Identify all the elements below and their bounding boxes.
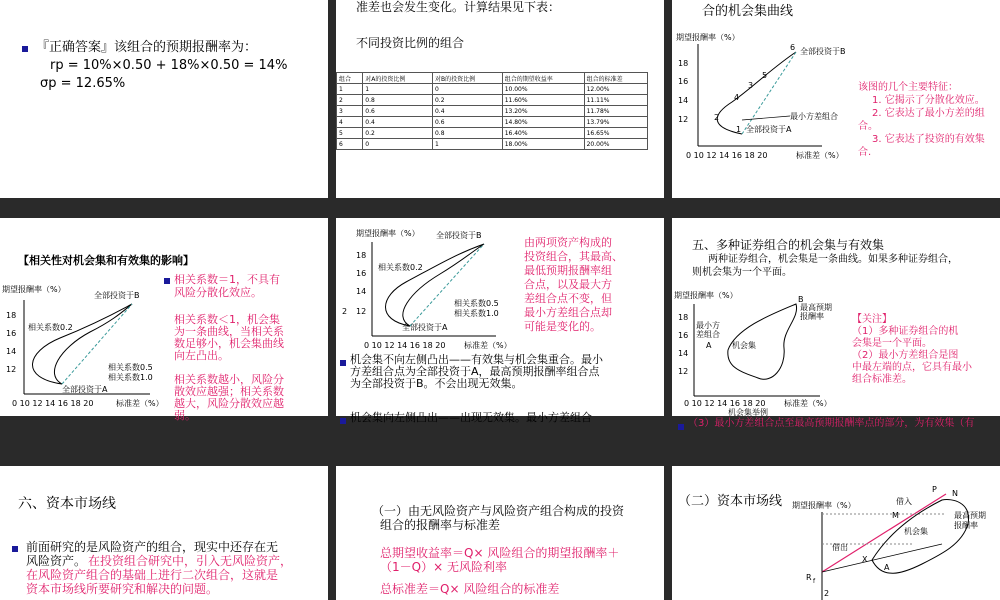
bullet-text: 机会集向左侧凸出——出现无效集。最小方差组合 — [350, 411, 592, 424]
paragraph-highlight: 在风险资产组合的基础上进行二次组合，这就是 — [26, 568, 279, 582]
table-cell: 11.60% — [502, 95, 584, 106]
slide-riskfree-combination[interactable] — [336, 466, 664, 600]
label-borrow: 借入 — [896, 497, 912, 506]
formula-return: 总期望收益率＝Q× 风险组合的期望报酬率＋ — [380, 546, 620, 560]
label-corr-05: 相关系数0.5 — [454, 299, 499, 308]
label-n: N — [952, 489, 958, 498]
note-corr-2: 相关系数＜1，机会集 — [174, 313, 280, 326]
note-line: 投资组合，其最高、 — [524, 250, 623, 263]
feature-2-cont: 合。 — [858, 121, 878, 132]
label-highest: 最高预期 — [800, 303, 832, 312]
table-cell: 0.6 — [432, 117, 502, 128]
table-header: 组合的期望收益率 — [502, 73, 584, 84]
label-all-b: 全部投资于B — [94, 291, 140, 300]
bullet-icon — [12, 546, 18, 552]
table-cell: 0.2 — [432, 95, 502, 106]
feature-3: 3. 它表达了投资的有效集 — [872, 134, 985, 145]
note-corr-3-cont: 弱。 — [174, 409, 196, 422]
x-tick-labels: 0 10 12 14 16 18 20 — [684, 399, 766, 408]
point-label: 3 — [748, 81, 754, 90]
bullet-text: 为全部投资于B。不会出现无效集。 — [350, 377, 523, 390]
table-cell: 4 — [337, 117, 363, 128]
table-cell: 6 — [337, 139, 363, 150]
note-corr-2-cont: 向左凸出。 — [174, 349, 229, 362]
label-all-b: 全部投资于B — [800, 47, 846, 56]
note-corr-1: 相关系数＝1，不具有 — [174, 273, 280, 286]
y-tick-label: 14 — [6, 347, 17, 356]
bullet-icon — [164, 278, 170, 284]
table-cell: 14.80% — [502, 117, 584, 128]
features-title: 该图的几个主要特征： — [858, 82, 958, 93]
note-line: 差组合点不变，但 — [524, 292, 612, 305]
feature-3-cont: 合. — [858, 147, 872, 158]
focus-text: 会集是一个平面。 — [852, 338, 932, 349]
note-corr-1-cont: 风险分散化效应。 — [174, 286, 262, 299]
focus-text: 组合标准差。 — [852, 374, 912, 385]
slide-heading: 合的机会集曲线 — [702, 4, 794, 19]
note-line: 合点，以及最大方 — [524, 278, 612, 291]
table-cell: 11.11% — [584, 95, 647, 106]
label-min-variance: 差组合 — [696, 330, 720, 339]
sigma-formula: σp = 12.65% — [40, 76, 126, 91]
focus-text: （1）多种证券组合的机 — [852, 326, 959, 337]
label-rf: R — [806, 573, 812, 582]
note-corr-2-cont: 数足够小，机会集曲线 — [174, 337, 284, 350]
point-label: 6 — [790, 43, 796, 52]
label-rf-subscript: f — [813, 578, 816, 585]
slide-portfolio-table[interactable] — [336, 0, 664, 198]
label-opportunity-set: 机会集 — [904, 527, 928, 536]
slide-capital-market-line[interactable] — [672, 466, 1000, 600]
y-tick-label: 16 — [678, 331, 689, 340]
y-axis-label: 期望报酬率（%） — [674, 291, 738, 300]
slide-correlation-effect[interactable] — [0, 218, 328, 422]
feature-1: 1. 它揭示了分散化效应。 — [872, 95, 985, 106]
y-tick-label: 16 — [6, 329, 17, 338]
table-cell: 10.00% — [502, 84, 584, 95]
label-highest: 最高预期 — [954, 511, 986, 520]
table-row — [337, 95, 648, 106]
y-tick-label: 12 — [6, 365, 17, 374]
table-cell: 18.00% — [502, 139, 584, 150]
note-corr-3-cont: 越大，风险分散效应越 — [174, 397, 284, 410]
table-cell: 5 — [337, 128, 363, 139]
table-row — [337, 128, 648, 139]
label-opportunity-set: 机会集 — [732, 341, 756, 350]
y-tick-label: 14 — [356, 287, 367, 296]
x-axis-label: 标准差（%） — [116, 399, 164, 408]
bullet-icon — [340, 418, 346, 424]
label-corr-10: 相关系数1.0 — [108, 373, 153, 382]
label-m: M — [892, 511, 899, 520]
table-header: 组合的标准差 — [584, 73, 647, 84]
slide-heading: 六、资本市场线 — [18, 496, 116, 512]
y-tick-label: 14 — [678, 349, 689, 358]
feature-2: 2. 它表达了最小方差的组 — [872, 108, 985, 119]
y-axis-label: 期望报酬率（%） — [792, 501, 856, 510]
table-header-row — [337, 73, 648, 84]
bullet-icon — [22, 46, 28, 52]
paragraph-text: 前面研究的是风险资产的组合，现实中还存在无 — [26, 540, 279, 554]
table-cell: 0.8 — [432, 128, 502, 139]
x-axis-label: 标准差（%） — [464, 341, 512, 350]
label-all-a: 全部投资于A — [62, 385, 108, 394]
rp-formula: rp = 10%×0.50 + 18%×0.50 = 14% — [50, 58, 288, 73]
y-tick-label: 14 — [678, 96, 689, 105]
label-p: P — [932, 485, 937, 494]
label-corr-02: 相关系数0.2 — [28, 323, 73, 332]
table-cell: 13.79% — [584, 117, 647, 128]
bullet-text: 机会集不向左侧凸出——有效集与机会集重合。最小 — [350, 353, 603, 366]
subtitle-text: 两种证券组合，机会集是一条曲线。如果多种证券组合， — [708, 254, 958, 265]
slide-portfolio-return[interactable] — [0, 0, 328, 198]
label-corr-05: 相关系数0.5 — [108, 363, 153, 372]
table-cell: 16.65% — [584, 128, 647, 139]
y-tick-label: 18 — [678, 313, 689, 322]
note-line: 最小方差组合点却 — [524, 306, 612, 319]
chart-caption: 机会集举例 — [728, 408, 768, 417]
point-label: 5 — [762, 71, 768, 80]
table-cell: 1 — [337, 84, 363, 95]
label-highest: 报酬率 — [954, 521, 978, 530]
bullet-text: （3）最小方差组合点至最高预期报酬率点的部分，为有效集（有 — [688, 418, 975, 429]
label-b: B — [798, 295, 804, 304]
point-label: 4 — [734, 93, 740, 102]
formula-return: （1－Q）× 无风险利率 — [380, 560, 507, 574]
slide-heading: （二）资本市场线 — [678, 494, 783, 509]
table-title: 不同投资比例的组合 — [356, 36, 465, 50]
y-tick-label: 12 — [678, 115, 689, 124]
y-tick-label: 18 — [678, 59, 689, 68]
note-corr-3: 相关系数越小，风险分 — [174, 373, 284, 386]
leader-line — [742, 116, 790, 120]
point-label: 2 — [714, 113, 720, 122]
table-cell: 3 — [337, 106, 363, 117]
table-cell: 16.40% — [502, 128, 584, 139]
slide-heading: 五、多种证券组合的机会集与有效集 — [692, 238, 885, 252]
y-tick-label: 2 — [342, 307, 348, 316]
note-line: 最低预期报酬率组 — [524, 264, 612, 277]
portfolio-table — [336, 72, 648, 150]
y-tick-label: 18 — [6, 311, 17, 320]
label-a: A — [706, 341, 712, 350]
table-cell: 0 — [363, 139, 433, 150]
bullet-icon — [340, 360, 346, 366]
focus-text: 中最左端的点，它具有最小 — [852, 362, 972, 373]
subtitle-text: 则机会集为一个平面。 — [692, 267, 792, 278]
table-cell: 11.78% — [584, 106, 647, 117]
label-min-variance: 最小方差组合 — [790, 112, 838, 121]
cml-chart — [792, 484, 1000, 600]
y-axis-label: 期望报酬率（%） — [356, 229, 420, 238]
note-line: 由两项资产构成的 — [524, 236, 612, 249]
table-cell: 12.00% — [584, 84, 647, 95]
table-cell: 13.20% — [502, 106, 584, 117]
x-axis-label: 标准差（%） — [784, 399, 832, 408]
table-cell: 1 — [432, 139, 502, 150]
formula-std: 总标准差＝Q× 风险组合的标准差 — [380, 582, 560, 596]
x-axis-label: 标准差（%） — [796, 151, 844, 160]
slide-heading: （一）由无风险资产与风险资产组合构成的投资 — [372, 504, 625, 518]
slide-opportunity-curve[interactable] — [672, 0, 1000, 198]
table-row — [337, 117, 648, 128]
label-min-variance: 最小方 — [696, 321, 720, 330]
bullet-icon — [678, 424, 684, 430]
table-cell: 0.4 — [432, 106, 502, 117]
straight-line — [742, 52, 796, 134]
label-x: X — [862, 555, 868, 564]
label-corr-02: 相关系数0.2 — [378, 263, 423, 272]
y-axis-label: 期望报酬率（%） — [676, 33, 740, 42]
paragraph-highlight: 资本市场线所要研究和解决的问题。 — [26, 582, 219, 596]
label-corr-10: 相关系数1.0 — [454, 309, 499, 318]
point-label: 1 — [736, 125, 742, 134]
multi-security-chart — [672, 288, 852, 416]
table-cell: 0.8 — [363, 95, 433, 106]
paragraph-text: 风险资产。 — [26, 554, 87, 568]
x-tick-labels: 0 10 12 14 16 18 20 — [12, 399, 94, 408]
bullet-text: 方差组合点为全部投资于A，最高预期报酬率组合点 — [350, 365, 600, 378]
label-highest: 报酬率 — [800, 312, 824, 321]
table-header: 对B的投资比例 — [432, 73, 502, 84]
y-axis-label: 期望报酬率（%） — [2, 285, 66, 294]
note-corr-3-cont: 散效应越强；相关系数 — [174, 385, 284, 398]
answer-text: 『正确答案』该组合的预期报酬率为： — [36, 40, 258, 55]
table-cell: 0.2 — [363, 128, 433, 139]
label-all-b: 全部投资于B — [436, 231, 482, 240]
intro-text: 准差也会发生变化。计算结果见下表： — [356, 0, 561, 14]
y-tick-label: 12 — [678, 367, 689, 376]
label-all-a: 全部投资于A — [746, 125, 792, 134]
note-line: 可能是变化的。 — [524, 320, 601, 333]
x-tick-labels: 0 10 12 14 16 18 20 — [364, 341, 446, 350]
label-a: A — [884, 563, 890, 572]
paragraph-highlight: 在投资组合研究中，引入无风险资产， — [88, 554, 293, 568]
efficient-set-chart — [336, 226, 526, 356]
label-lend: 借出 — [832, 543, 848, 552]
y-tick-label: 18 — [356, 251, 367, 260]
table-header: 组合 — [337, 73, 363, 84]
table-cell: 2 — [337, 95, 363, 106]
x-tick-labels: 0 10 12 14 16 18 20 — [686, 151, 768, 160]
table-cell: 20.00% — [584, 139, 647, 150]
table-row — [337, 139, 648, 150]
focus-text: （2）最小方差组合是图 — [852, 350, 959, 361]
y-tick-label: 12 — [356, 307, 367, 316]
table-cell: 1 — [363, 84, 433, 95]
y-tick-label: 16 — [678, 77, 689, 86]
table-row — [337, 84, 648, 95]
table-cell: 0.6 — [363, 106, 433, 117]
table-cell: 0 — [432, 84, 502, 95]
opportunity-curve-chart — [672, 28, 862, 168]
curve-corr-05 — [54, 304, 132, 384]
slide-multi-security[interactable] — [672, 218, 1000, 429]
slide-heading: 【相关性对机会集和有效集的影响】 — [18, 254, 194, 267]
table-row — [337, 106, 648, 117]
label-all-a: 全部投资于A — [402, 323, 448, 332]
correlation-chart — [0, 282, 170, 412]
y-tick-label: 16 — [356, 269, 367, 278]
label-two: 2 — [824, 589, 830, 598]
slide-capital-market-line-intro[interactable] — [0, 466, 328, 600]
slide-heading: 组合的报酬率与标准差 — [380, 518, 501, 532]
opportunity-curve — [717, 52, 796, 134]
focus-title: 【关注】 — [852, 314, 892, 325]
slide-efficient-set[interactable] — [336, 218, 664, 424]
note-corr-2-cont: 为一条曲线，当相关系 — [174, 325, 284, 338]
table-cell: 0.4 — [363, 117, 433, 128]
table-header: 对A的投资比例 — [363, 73, 433, 84]
